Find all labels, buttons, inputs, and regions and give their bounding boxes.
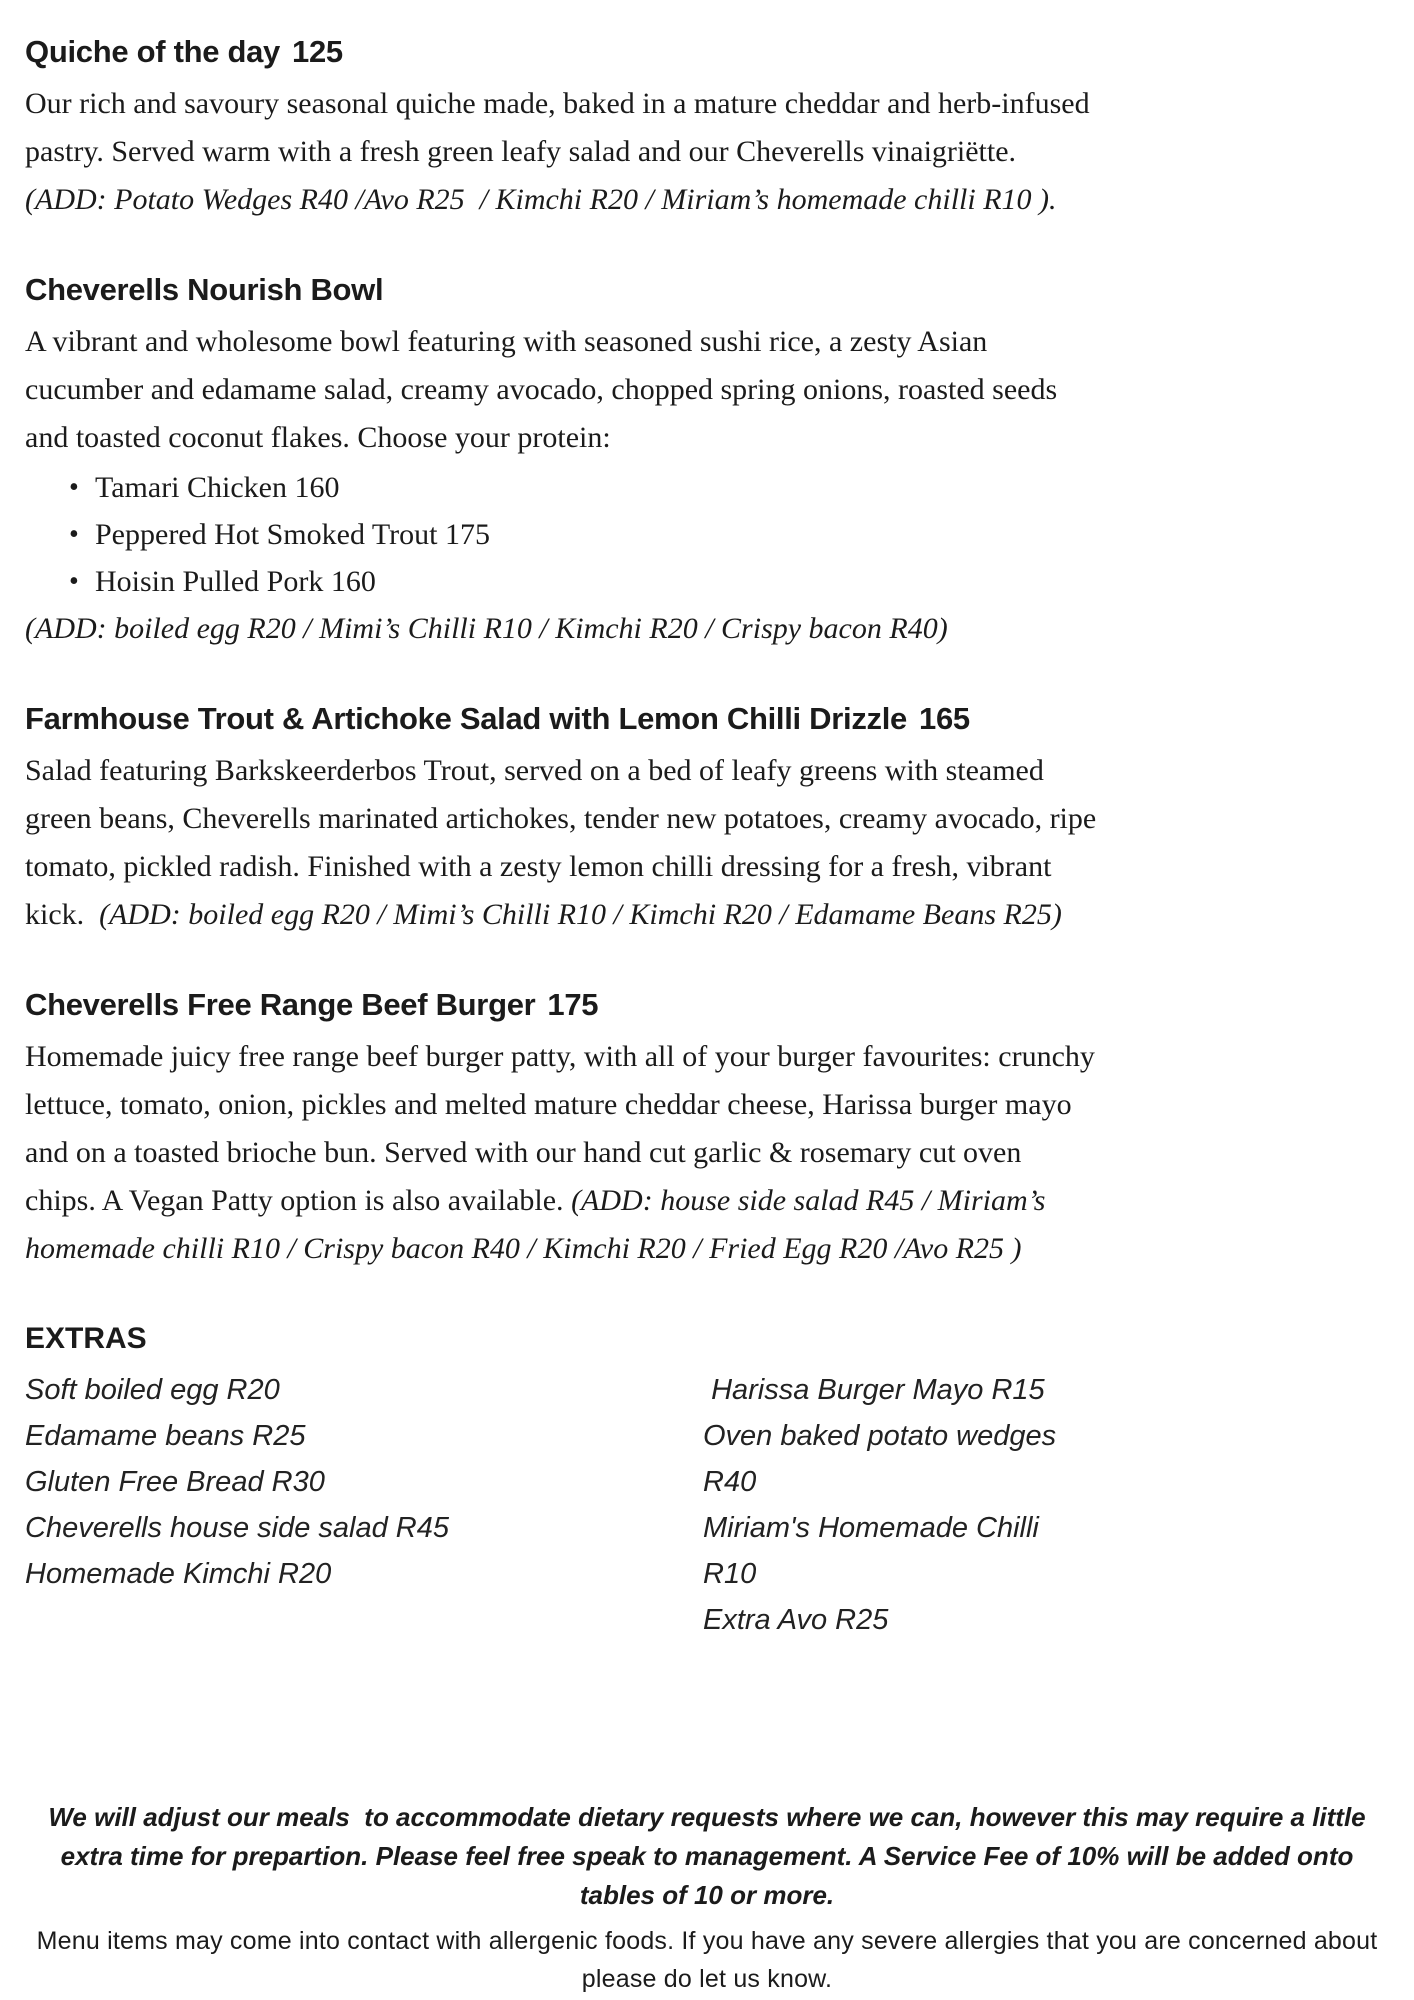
addons-note <box>25 605 1097 653</box>
footer <box>0 1798 1414 1998</box>
menu-item-name: Farmhouse Trout & Artichoke Salad with Lemon Chilli Drizzle <box>25 701 907 736</box>
protein-options-list <box>25 464 1097 605</box>
menu-item-section-quiche <box>25 34 1097 224</box>
menu-content <box>25 34 1104 1643</box>
menu-item-description <box>25 747 1104 939</box>
extras-item: Extra Avo R25 <box>703 1604 889 1636</box>
protein-option: • Hoisin Pulled Pork 160 <box>25 558 1097 605</box>
menu-item-price: 165 <box>919 701 970 736</box>
extras-item: Miriam's Homemade Chilli R10 <box>703 1512 1047 1590</box>
protein-option: • Peppered Hot Smoked Trout 175 <box>25 511 1097 558</box>
extras-columns <box>25 1367 1097 1643</box>
description-segment: Homemade juicy free range beef burger patty, with all of your burger favourites: crunchy lettuce, tomato, onion, pickles and melted mature cheddar cheese, Harissa burger mayo and on a toasted brioche bun. Served with our hand cut garlic & rosemary cut oven chips. A Vegan Patty option is also available. <box>25 1040 1103 1217</box>
extras-item: Edamame beans R25 <box>25 1420 306 1452</box>
menu-item-description <box>25 318 1097 462</box>
description-segment: (ADD: boiled egg R20 / Mimi’s Chilli R10 / Kimchi R20 / Edamame Beans R25) <box>99 898 1062 931</box>
description-segment: Our rich and savoury seasonal quiche made, baked in a mature cheddar and herb-infused pastry. Served warm with a fresh green leafy salad and our Cheverells vinaigriëtte. <box>25 87 1098 168</box>
extras-item: Oven baked potato wedges R40 <box>703 1420 1065 1498</box>
description-segment: (ADD: house side salad R45 / Miriam’s homemade chilli R10 / Crispy bacon R40 / Kimchi R20 / Fried Egg R20 /Avo R25 ) <box>25 1184 1053 1265</box>
extras-item: Harissa Burger Mayo R15 <box>703 1374 1045 1406</box>
menu-item-name: Cheverells Free Range Beef Burger <box>25 987 536 1022</box>
extras-heading: EXTRAS <box>25 1322 147 1355</box>
menu-item-heading <box>25 34 1097 70</box>
allergy-notice: Menu items may come into contact with allergenic foods. If you have any severe allergies that you are concerned about please do let us know. <box>36 1927 1385 1993</box>
menu-item-description <box>25 80 1097 224</box>
protein-option: • Tamari Chicken 160 <box>25 464 1097 511</box>
menu-item-heading <box>25 272 1097 308</box>
extras-column-left <box>25 1367 703 1643</box>
menu-item-section-nourish-bowl <box>25 272 1097 653</box>
menu-item-description <box>25 1033 1103 1273</box>
menu-item-name: Cheverells Nourish Bowl <box>25 272 384 307</box>
extras-item: Soft boiled egg R20 <box>25 1374 280 1406</box>
menu-item-heading <box>25 987 1097 1023</box>
description-segment: Salad featuring Barkskeerderbos Trout, served on a bed of leafy greens with steamed green beans, Cheverells marinated artichokes, tender new potatoes, creamy avocado, ripe tomato, pickled radish. Finished with a zesty lemon chilli dressing for a fresh, vibrant kick. <box>25 754 1104 931</box>
description-segment: (ADD: Potato Wedges R40 /Avo R25 / Kimchi R20 / Miriam’s homemade chilli R10 ). <box>25 183 1057 216</box>
description-segment: A vibrant and wholesome bowl featuring with seasoned sushi rice, a zesty Asian cucumber and edamame salad, creamy avocado, chopped spring onions, roasted seeds and toasted coconut flakes. Choose your protein: <box>25 325 1065 454</box>
menu-item-price: 175 <box>547 987 599 1022</box>
menu-item-section-beef-burger <box>25 987 1103 1273</box>
menu-item-price: 125 <box>292 34 343 69</box>
extras-column-right <box>703 1367 1097 1643</box>
extras-item: Cheverells house side salad R45 <box>25 1512 449 1544</box>
description-segment: (ADD: boiled egg R20 / Mimi’s Chilli R10 / Kimchi R20 / Crispy bacon R40) <box>25 612 948 645</box>
extras-item: Homemade Kimchi R20 <box>25 1558 332 1590</box>
menu-item-section-trout-salad <box>25 701 1104 939</box>
extras-item: Gluten Free Bread R30 <box>25 1466 325 1498</box>
extras-section <box>25 1321 1097 1643</box>
service-fee-notice: We will adjust our meals to accommodate dietary requests where we can, however this may require a little extra time for prepartion. Please feel free speak to management. A Service Fee of 10% will be added onto tables of 10 or more. <box>48 1802 1373 1910</box>
menu-item-name: Quiche of the day <box>25 34 280 69</box>
menu-item-heading <box>25 701 1097 737</box>
